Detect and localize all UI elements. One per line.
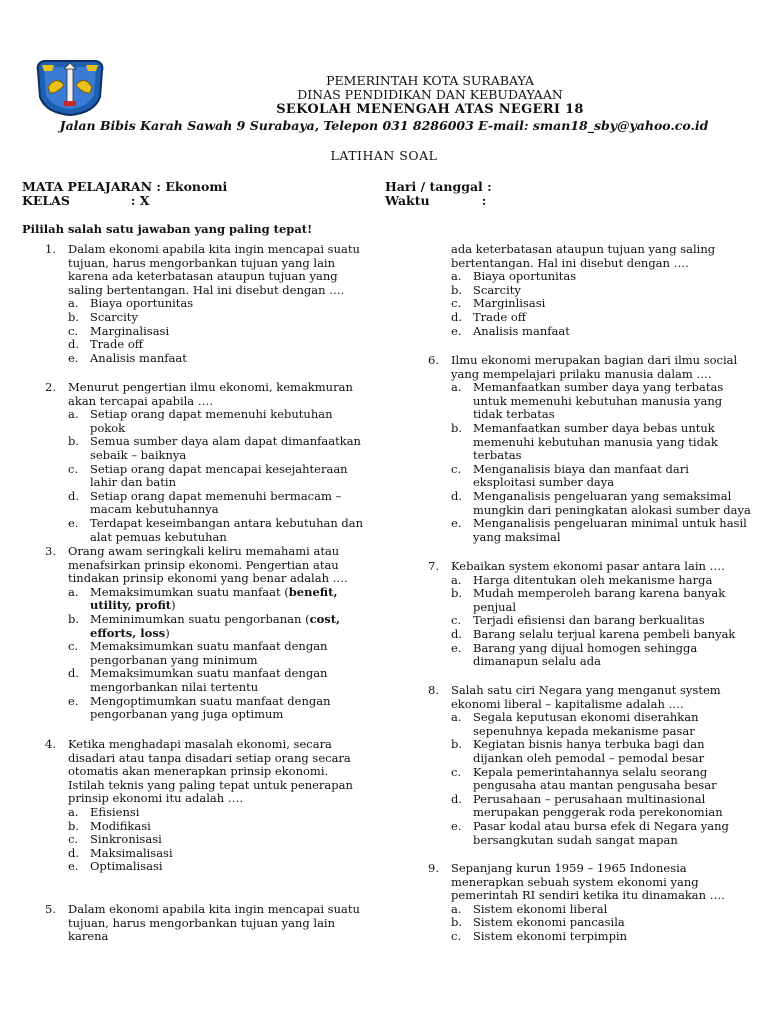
option-text: Sistem ekonomi terpimpin: [473, 928, 628, 943]
question-number: 4.: [45, 737, 56, 751]
option-letter: a.: [68, 296, 79, 311]
option-text: Trade off: [473, 309, 526, 324]
option-text: Sinkronisasi: [90, 832, 162, 847]
option-letter: c.: [451, 928, 462, 943]
option-text: Mudah memperoleh barang karena banyak penjual: [473, 586, 726, 614]
option-text: Pasar kodal atau bursa efek di Negara yang bersangkutan sudah sangat mapan: [473, 818, 729, 847]
option-letter: b.: [68, 309, 80, 324]
option-letter: d.: [451, 488, 463, 503]
option-text: Terjadi efisiensi dan barang berkualitas: [473, 613, 705, 628]
option-letter: d.: [68, 666, 80, 681]
option-letter: b.: [451, 915, 463, 930]
option-letter: b.: [68, 611, 80, 626]
option-text: Trade off: [90, 337, 143, 352]
option-letter: c.: [68, 323, 79, 338]
question-5-continued: [428, 243, 753, 338]
option-letter: b.: [68, 434, 80, 449]
option-letter: e.: [451, 323, 462, 338]
question-number: 7.: [428, 559, 439, 573]
option-letter: c.: [451, 461, 462, 476]
option-text: Efisiensi: [90, 804, 140, 819]
option: [68, 297, 365, 311]
option-text: Memaksimumkan suatu manfaat dengan pengorbanan yang minimum: [90, 639, 328, 667]
option-letter: a.: [451, 269, 462, 284]
option: [68, 338, 365, 352]
option: [68, 325, 365, 339]
option-letter: d.: [451, 791, 463, 806]
option-text: Biaya oportunitas: [473, 269, 577, 284]
page-title: LATIHAN SOAL: [330, 148, 438, 163]
option-letter: a.: [451, 380, 462, 395]
option-letter: c.: [68, 461, 79, 476]
option-text: Maksimalisasi: [90, 845, 173, 860]
option-letter: b.: [451, 282, 463, 297]
question-8: [428, 684, 753, 847]
question-text: Sepanjang kurun 1959 – 1965 Indonesia menerapkan sebuah system ekonomi yang pemerintah RI sendiri ketika itu dinamakan ….: [451, 861, 725, 903]
option-letter: d.: [451, 309, 463, 324]
option-letter: b.: [68, 818, 80, 833]
question-number: 5.: [45, 902, 56, 916]
option-text: Modifikasi: [90, 818, 151, 833]
option-letter: e.: [451, 818, 462, 833]
option-text: Barang yang dijual homogen sehingga dimanapun selalu ada: [473, 640, 698, 669]
day-label: Hari / tanggal :: [385, 179, 492, 194]
question-7: [428, 560, 753, 669]
option-text: Memanfaatkan sumber daya bebas untuk memenuhi kebutuhan manusia yang tidak terbatas: [473, 420, 718, 463]
option-text: Memaksimumkan suatu manfaat dengan mengorbankan nilai tertentu: [90, 666, 328, 694]
option-letter: b.: [451, 420, 463, 435]
question-4: [45, 738, 365, 874]
option-text: Kepala pemerintahannya selalu seorang pengusaha atau mantan pengusaha besar: [473, 764, 717, 793]
instruction: Pililah salah satu jawaban yang paling tepat!: [22, 222, 313, 236]
government-line: PEMERINTAH KOTA SURABAYA: [326, 73, 534, 88]
option-letter: e.: [451, 516, 462, 531]
option-letter: e.: [451, 640, 462, 655]
option-text: Marginalisasi: [90, 323, 170, 338]
option-letter: a.: [451, 572, 462, 587]
option-text: Sistem ekonomi pancasila: [473, 915, 625, 930]
option: [68, 352, 365, 366]
option-letter: a.: [68, 804, 79, 819]
option-letter: e.: [68, 693, 79, 708]
option-letter: c.: [68, 639, 79, 654]
option-text: Menganalisis biaya dan manfaat dari eksploitasi sumber daya: [473, 461, 689, 490]
question-text: Orang awam seringkali keliru memahami atau menafsirkan prinsip ekonomi. Pengertian atau tindakan prinsip ekonomi yang benar adalah ….: [68, 544, 348, 586]
city-crest-icon: [34, 57, 106, 117]
question-text: ada keterbatasan ataupun tujuan yang saling bertentangan. Hal ini disebut dengan ….: [451, 242, 716, 270]
question-1: [45, 243, 365, 365]
option-letter: d.: [68, 337, 80, 352]
option-text: Biaya oportunitas: [90, 296, 194, 311]
option-letter: a.: [68, 584, 79, 599]
class-label: KELAS : X: [22, 193, 150, 208]
option-text: Setiap orang dapat memenuhi kebutuhan pokok: [90, 407, 333, 435]
question-number: 8.: [428, 683, 439, 697]
option-text: Barang selalu terjual karena pembeli banyak: [473, 626, 736, 641]
question-text: Salah satu ciri Negara yang menganut system ekonomi liberal – kapitalisme adalah ….: [451, 683, 721, 711]
question-number: 6.: [428, 353, 439, 367]
option-letter: d.: [68, 845, 80, 860]
option-text: Semua sumber daya alam dapat dimanfaatkan sebaik – baiknya: [90, 434, 361, 462]
option-letter: a.: [68, 407, 79, 422]
option-letter: c.: [451, 613, 462, 628]
option-text: Mengoptimumkan suatu manfaat dengan pengorbanan yang juga optimum: [90, 693, 331, 722]
option-text: Memaksimumkan suatu manfaat (benefit, utility, profit): [90, 584, 338, 613]
question-9: [428, 862, 753, 944]
option-letter: c.: [451, 764, 462, 779]
option-letter: a.: [451, 901, 462, 916]
question-number: 3.: [45, 544, 56, 558]
option-text: Analisis manfaat: [90, 350, 187, 365]
option-text: Segala keputusan ekonomi diserahkan sepenuhnya kepada mekanisme pasar: [473, 710, 699, 738]
option: [68, 311, 365, 325]
option-letter: e.: [68, 515, 79, 530]
question-6: [428, 354, 753, 544]
option-letter: d.: [451, 626, 463, 641]
question-text: Dalam ekonomi apabila kita ingin mencapai suatu tujuan, harus mengorbankan tujuan yang lain karena: [68, 902, 360, 944]
school-name: SEKOLAH MENENGAH ATAS NEGERI 18: [276, 102, 584, 117]
question-text: Ilmu ekonomi merupakan bagian dari ilmu social yang mempelajari prilaku manusia dalam ….: [451, 353, 738, 381]
option-text: Perusahaan – perusahaan multinasional merupakan penggerak roda perekonomian: [473, 791, 723, 820]
option-text: Setiap orang dapat memenuhi bermacam – macam kebutuhannya: [90, 488, 342, 517]
option-text: Meminimumkan suatu pengorbanan (cost, efforts, loss): [90, 611, 341, 640]
option-text: Harga ditentukan oleh mekanisme harga: [473, 572, 713, 587]
option-text: Kegiatan bisnis hanya terbuka bagi dan dijankan oleh pemodal – pemodal besar: [473, 737, 705, 765]
option-text: Setiap orang dapat mencapai kesejahteraan lahir dan batin: [90, 461, 348, 490]
question-number: 2.: [45, 380, 56, 394]
option-text: Sistem ekonomi liberal: [473, 901, 608, 916]
option-letter: e.: [68, 859, 79, 874]
option-letter: a.: [451, 710, 462, 725]
time-label: Waktu :: [385, 193, 487, 208]
option-text: Optimalisasi: [90, 859, 163, 874]
question-text: Kebaikan system ekonomi pasar antara lain ….: [451, 559, 725, 573]
option-letter: d.: [68, 488, 80, 503]
option-letter: b.: [451, 737, 463, 752]
question-text: Ketika menghadapi masalah ekonomi, secara disadari atau tanpa disadari setiap orang secara otomatis akan menerapkan prinsip ekonomi. Istilah teknis yang paling tepat untuk penerapan prinsip ekonomi itu adalah ….: [68, 737, 353, 806]
option-text: Menganalisis pengeluaran yang semaksimal mungkin dari peningkatan alokasi sumber daya: [473, 488, 751, 517]
subject-label: MATA PELAJARAN : Ekonomi: [22, 179, 228, 194]
option-text: Scarcity: [90, 309, 138, 324]
option-text: Memanfaatkan sumber daya yang terbatas untuk memenuhi kebutuhan manusia yang tidak terbatas: [473, 380, 724, 422]
question-text: Menurut pengertian ilmu ekonomi, kemakmuran akan tercapai apabila ….: [68, 380, 353, 408]
option-text: Scarcity: [473, 282, 521, 297]
question-5: [45, 903, 365, 944]
question-2: [45, 381, 365, 544]
question-3: [45, 545, 365, 722]
option-letter: e.: [68, 350, 79, 365]
question-text: Dalam ekonomi apabila kita ingin mencapai suatu tujuan, harus mengorbankan tujuan yang lain karena ada keterbatasan ataupun tujuan yang saling bertentangan. Hal ini disebut dengan ….: [68, 242, 360, 297]
department-line: DINAS PENDIDIKAN DAN KEBUDAYAAN: [297, 87, 563, 102]
option-letter: c.: [451, 296, 462, 311]
school-address: Jalan Bibis Karah Sawah 9 Surabaya, Telepon 031 8286003 E-mail: sman18_sby@yahoo.co.id: [59, 118, 709, 133]
question-number: 9.: [428, 861, 439, 875]
option-letter: b.: [451, 586, 463, 601]
option-letter: c.: [68, 832, 79, 847]
option-text: Marginlisasi: [473, 296, 546, 311]
question-number: 1.: [45, 242, 56, 256]
option-text: Menganalisis pengeluaran minimal untuk hasil yang maksimal: [473, 516, 747, 544]
option-text: Terdapat keseimbangan antara kebutuhan dan alat pemuas kebutuhan: [90, 515, 364, 544]
option-text: Analisis manfaat: [473, 323, 570, 338]
